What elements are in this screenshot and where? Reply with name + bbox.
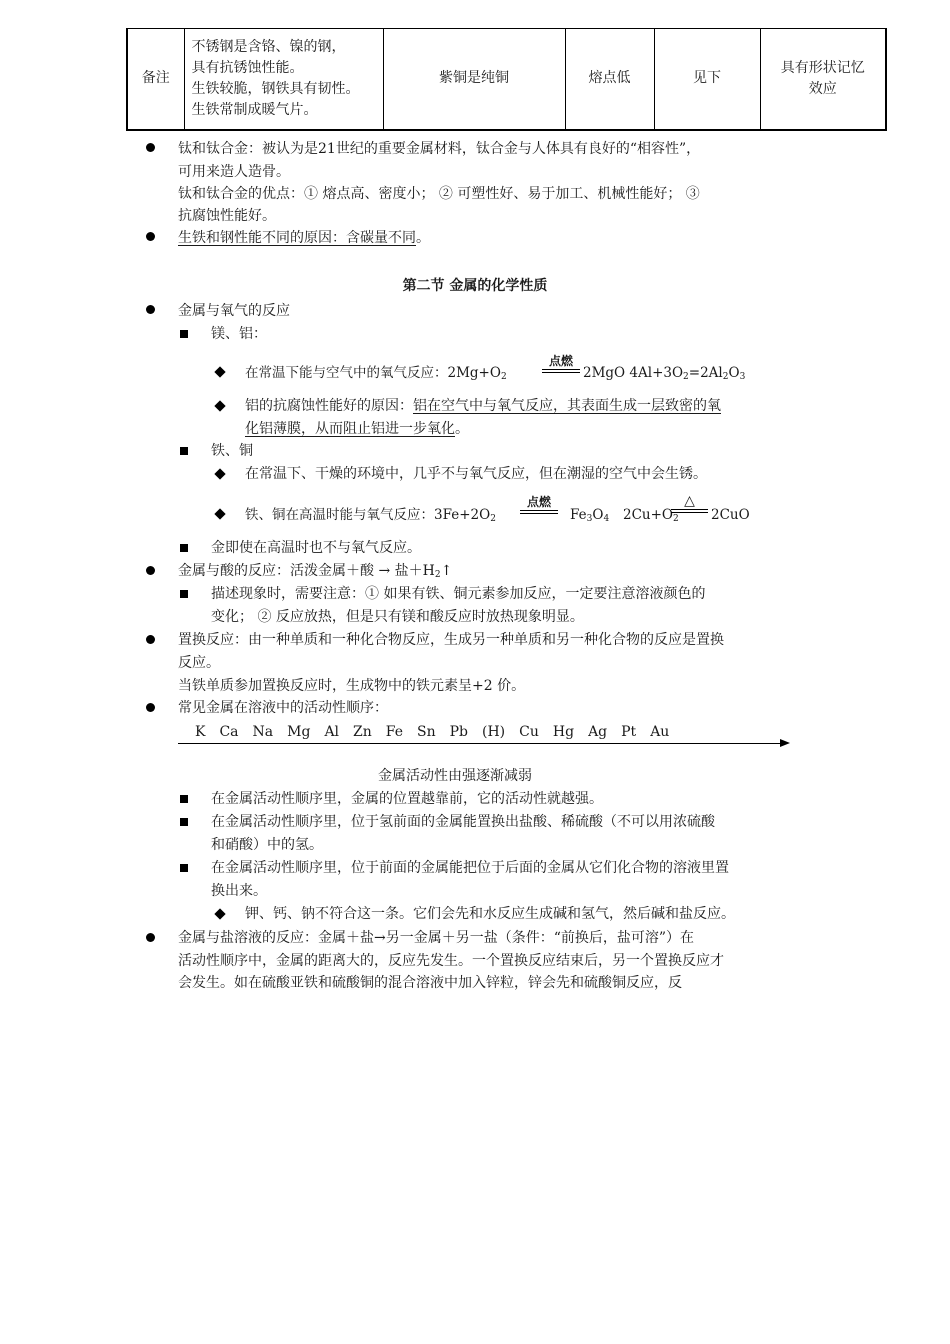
ignite-condition: 点燃 [520,495,558,514]
mg-equation: 在常温下能与空气中的氧气反应：$2Mg+O_2$ [245,365,507,382]
activity-rule: 在金属活动性顺序里，位于氢前面的金属能置换出盐酸、稀硫酸（不可以用浓硫酸 [211,814,715,830]
salt-line: 活动性顺序中，金属的距离大的，反应先发生。一个置换反应结束后，另一个置换反应才 [178,953,724,969]
iron-steel-note: 生铁和钢性能不同的原因：含碳量不同。 [178,230,430,246]
table-cell-see-below: 见下 [654,29,760,130]
bullet-icon [146,635,155,644]
square-bullet-icon [180,864,188,872]
bullet-icon [146,566,155,575]
titanium-line: 钛和钛合金的优点：① 熔点高、密度小； ② 可塑性好、易于加工、机械性能好； ③ [178,186,700,202]
activity-series [195,722,683,742]
cu-equation: $2Cu+O_2$ [623,507,679,524]
displacement-line: 当铁单质参加置换反应时，生成物中的铁元素呈+2 价。 [178,678,526,694]
al-reason: 铝的抗腐蚀性能好的原因：铝在空气中与氧气反应，其表面生成一层致密的氧 [245,398,721,414]
diamond-bullet-icon [214,508,225,519]
metal-symbol: Ag [588,724,608,740]
displacement-line: 置换反应：由一种单质和一种化合物反应，生成另一种单质和另一种化合物的反应是置换 [178,632,724,648]
heat-condition: △ [671,494,708,513]
metal-symbol: Fe [385,724,404,740]
metal-symbol: K [195,724,206,740]
metal-symbol: Mg [287,724,311,740]
fe-product: $Fe_3O_4$ [570,507,610,524]
arrow-right-icon [780,739,790,747]
diamond-bullet-icon [214,468,225,479]
fe-cu-label: 铁、铜 [211,443,253,459]
table-row [127,29,886,130]
mg-product: 2MgO $4Al+3O_2=2Al_2O_3$ [583,365,746,382]
fe-equation: 铁、铜在高温时能与氧气反应：$3Fe+2O_2$ [245,507,496,524]
activity-rule: 在金属活动性顺序里，位于前面的金属能把位于后面的金属从它们化合物的溶液里置 [211,860,729,876]
oxygen-title: 金属与氧气的反应 [178,303,290,319]
table-cell-label: 备注 [127,29,184,130]
activity-rule: 和硝酸）中的氢。 [211,837,323,853]
table-cell-melting: 熔点低 [565,29,654,130]
activity-caption: 金属活动性由强逐渐减弱 [378,768,532,784]
metal-symbol: Na [252,724,274,740]
displacement-line: 反应。 [178,655,220,671]
ignite-condition: 点燃 [542,354,580,373]
metal-symbol: (H) [482,724,506,740]
salt-line: 金属与盐溶液的反应：金属＋盐→另一金属＋另一盐（条件：“前换后，盐可溶”）在 [178,930,695,946]
bullet-icon [146,305,155,314]
titanium-line: 抗腐蚀性能好。 [178,208,276,224]
metal-symbol: Sn [417,724,436,740]
acid-note: 描述现象时，需要注意：① 如果有铁、铜元素参加反应，一定要注意溶液颜色的 [211,586,706,602]
al-reason-cont: 化铝薄膜，从而阻止铝进一步氧化。 [245,421,469,437]
activity-arrow-line [178,743,782,744]
gold-note: 金即使在高温时也不与氧气反应。 [211,540,421,556]
square-bullet-icon [180,330,188,338]
table-cell-copper: 紫铜是纯铜 [383,29,565,130]
titanium-line: 钛和钛合金：被认为是21世纪的重要金属材料，钛合金与人体具有良好的“相容性”， [178,141,701,157]
fe-cu-room-temp: 在常温下、干燥的环境中，几乎不与氧气反应，但在潮湿的空气中会生锈。 [245,466,707,482]
metal-symbol: Al [324,724,340,740]
activity-rule: 换出来。 [211,883,267,899]
metal-symbol: Au [650,724,670,740]
square-bullet-icon [180,544,188,552]
metal-symbol: Pb [449,724,469,740]
comparison-table [126,28,887,131]
square-bullet-icon [180,590,188,598]
square-bullet-icon [180,447,188,455]
diamond-bullet-icon [214,366,225,377]
activity-exception: 钾、钙、钠不符合这一条。它们会先和水反应生成碱和氢气，然后碱和盐反应。 [245,906,735,922]
diamond-bullet-icon [214,908,225,919]
section-title: 第二节 金属的化学性质 [402,278,548,294]
mg-al-label: 镁、铝： [211,326,267,342]
diamond-bullet-icon [214,400,225,411]
cu-product: 2CuO [711,507,750,523]
bullet-icon [146,933,155,942]
bullet-icon [146,143,155,152]
activity-rule: 在金属活动性顺序里，金属的位置越靠前，它的活动性就越强。 [211,791,603,807]
titanium-line: 可用来造人造骨。 [178,164,290,180]
table-cell-steel: 不锈钢是含铬、镍的钢， 具有抗锈蚀性能。 生铁较脆，钢铁具有韧性。 生铁常制成暖气片。 [184,29,383,130]
metal-symbol: Cu [519,724,539,740]
square-bullet-icon [180,818,188,826]
metal-symbol: Zn [353,724,372,740]
acid-reaction: 金属与酸的反应：活泼金属＋酸 → 盐$+H_2↑$ [178,563,453,580]
metal-symbol: Pt [621,724,637,740]
metal-symbol: Hg [552,724,575,740]
bullet-icon [146,232,155,241]
acid-note: 变化； ② 反应放热，但是只有镁和酸反应时放热现象明显。 [211,609,584,625]
bullet-icon [146,703,155,712]
metal-symbol: Ca [219,724,239,740]
activity-title: 常见金属在溶液中的活动性顺序： [178,700,388,716]
salt-line: 会发生。如在硫酸亚铁和硫酸铜的混合溶液中加入锌粒，锌会先和硫酸铜反应，反 [178,975,682,991]
table-cell-shape-memory: 具有形状记忆 效应 [760,29,886,130]
square-bullet-icon [180,795,188,803]
